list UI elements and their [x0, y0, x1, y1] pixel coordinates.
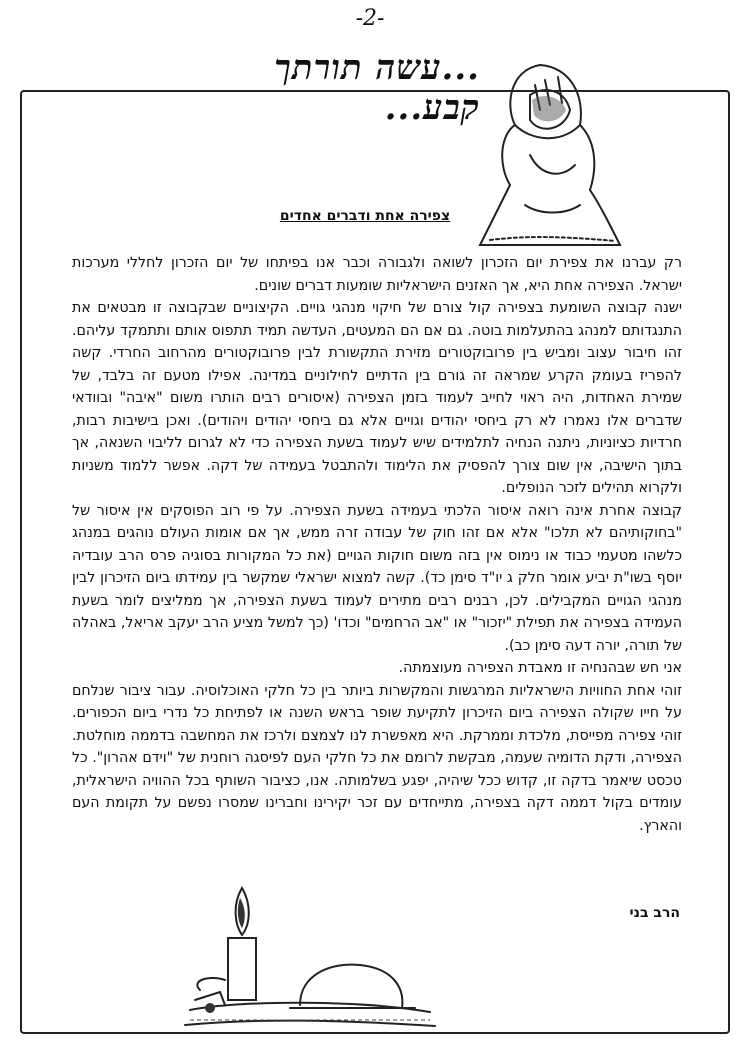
article-subtitle: צפירה אחת ודברים אחדים	[279, 208, 451, 224]
page-number: -2-	[355, 6, 385, 31]
paragraph: אני חש שבהנחיה זו מאבדת הצפירה מעוצמתה.	[398, 660, 682, 676]
signature: הרב בני	[629, 905, 680, 921]
page-title: ...עשה תורתך קבע...	[274, 48, 480, 128]
paragraph: זוהי אחת החוויות הישראליות המרגשות והמקשרות ביותר בין כל חלקי האוכלוסיה. עבור ציבור שנלחם על חייו שקולה הצפירה ביום הזיכרון לתקיעת שופר בראש השנה או לפתיחת כל נדרי ביום הכפורים. זוהי צפירה מפייסת, מלכדת וממרקת. היא מאפשרת לנו לצמצם ולרכז את המחשבה בדממה מוחלטת. הצפירה, ודקת הדומיה שעמה, מבקשת לרומם את כל חלקי העם לפיסגה רוחנית של "וידם אהרון". כל טכסט שיאמר בדקה זו, קדוש ככל שיהיה, יפגע בשלמותה. אנו, כציבור השותף בכל ההוויה הישראלית, עומדים בקול דממה דקה בצפירה, מתייחדים עם זכר יקירינו וחברינו שמסרו נפשם על תקומת העם והארץ.	[72, 682, 682, 834]
paragraph: רק עברנו את צפירת יום הזכרון לשואה ולגבורה וכבר אנו בפיתחו של יום הזכרון לחללי מערכות ישראל. הצפירה אחת היא, אך האזנים הישראליות שומעות דברים שונים.	[72, 255, 682, 294]
article-body	[72, 252, 682, 837]
paragraph: ישנה קבוצה השומעת בצפירה קול צורם של חיקוי מנהגי גויים. הקיצוניים שבקבוצה זו מבטאים את התנגדותם למנהג בהתעלמות בוטה. גם אם הם המעטים, העדשה תמיד תתפוס אותם ותתמקד עליהם. זהו חיבור עצוב ומביש בין פרובוקטורים מזירת התקשורת לבין פרובוקטורים מהרחוב החרדי. קשה להפריז בעומק הקרע שמראה זה גורם בין הדתיים לחילוניים במדינה. אפילו מטעם זה בלבד, של שמירת האחדות, היה ראוי לחייב לעמוד בזמן הצפירה (איסורים רבים הותרו משום "איבה" ובוודאי שדברים אלו נאמרו לא רק ביחסי יהודים וגויים אלא גם ביחסי יהודים ויהודים). ואכן בישיבות רבות, חרדיות כציוניות, ניתנה הנחיה לתלמידים שיש לעמוד בשעת הצפירה כדי לא לגרום לליבוי השנאה, אך בתוך הישיבה, אין שום צורך להפסיק את הלימוד ולהתבטל בעמידה של דקה. אפשר ללמוד משניות ולקרוא תהילים לזכר הנופלים.	[72, 300, 682, 496]
paragraph: קבוצה אחרת אינה רואה איסור הלכתי בעמידה בשעת הצפירה. על פי רוב הפוסקים אין איסור של "בחוקותיהם לא תלכו" אלא אם זהו חוק של עבודה זרה ממש, אך אם אומות העולם נוהגים במנהג כלשהו מטעמי כבוד או נימוס אין בזה משום חוקות הגויים (את כל המקורות בסוגיה פרס הרב עובדיה יוסף בשו"ת יביע אומר חלק ג יו"ד סימן כד). קשה למצוא ישראלי שמקשר בין עמידתו ביום הזיכרון לבין מנהגי הגויים המקבילים. לכן, רבנים רבים מתירים לעמוד בשעת הצפירה, אך ממליצים לומר בשעת העמידה בצפירה את תפילת "יזכור" או "אב הרחמים" וכדו' (כך למשל מציע הרב יעקב אריאל, באהלה של תורה, יורה דעה סימן כב).	[72, 502, 682, 654]
memorial-candle-helmet-illustration	[180, 880, 440, 1030]
mourning-figure-illustration	[470, 55, 630, 255]
